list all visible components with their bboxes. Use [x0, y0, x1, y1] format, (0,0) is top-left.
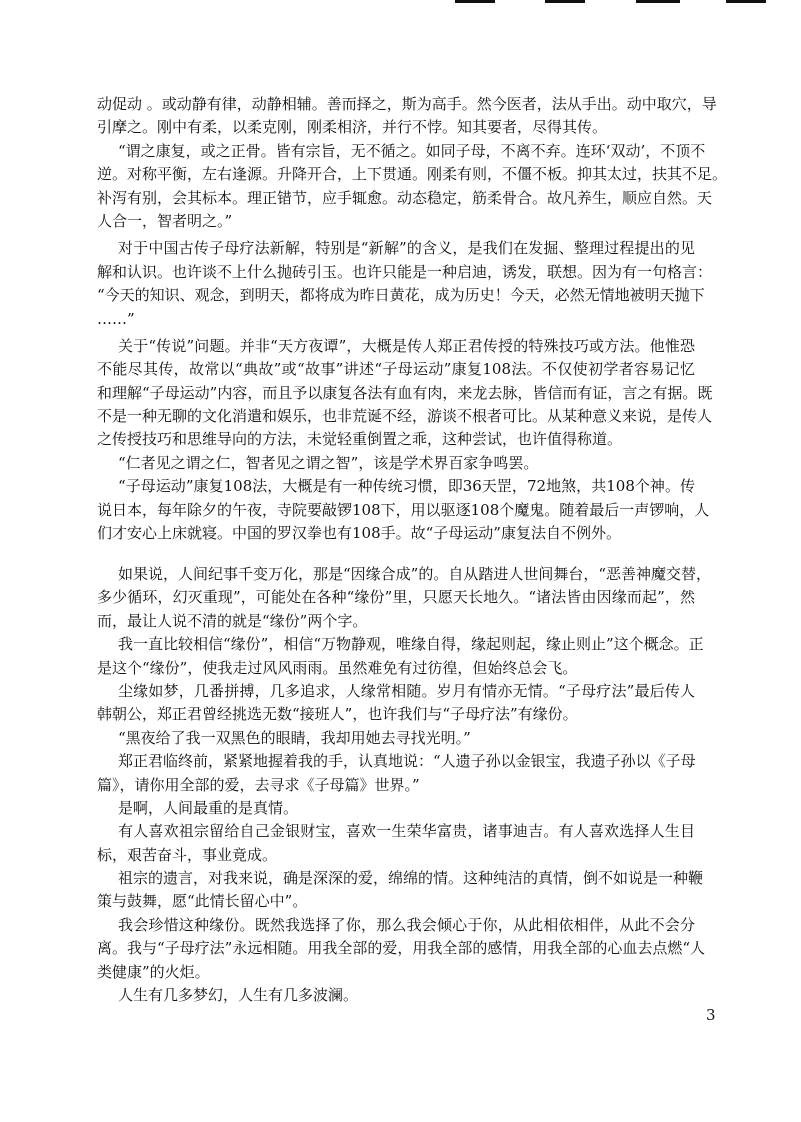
- text-line: 尘缘如梦，几番拼搏，几多追求，人缘常相随。岁月有情亦无情。“子母疗法”最后传人: [118, 681, 695, 700]
- text-line: 关于“传说”问题。并非“天方夜谭”，大概是传人郑正君传授的特殊技巧或方法。他惟恐: [118, 336, 695, 355]
- text-line: 我一直比较相信“缘份”，相信“万物静观，唯缘自得，缘起则起，缘止则止”这个概念。正: [118, 635, 704, 654]
- paragraph: [97, 140, 728, 234]
- text-line: “谓之康复，或之正骨。皆有宗旨，无不循之。如同子母，不离不弃。连环‘双动’，不顶不: [118, 141, 706, 160]
- text-line: 和理解“子母运动”内容，而且予以康复各法有血有肉，来龙去脉，皆信而有证，言之有据。既: [97, 383, 713, 402]
- text-line: 说日本，每年除夕的午夜，寺院要敲锣108下，用以驱逐108个魔鬼。随着最后一声锣响，人: [97, 500, 710, 519]
- text-line: 不是一种无聊的文化消遣和娱乐，也非荒诞不经，游谈不根者可比。从某种意义来说，是传人: [97, 407, 713, 426]
- text-line: 是啊，人间最重的是真情。: [118, 798, 299, 817]
- text-line: 策与鼓舞，愿“此情长留心中”。: [97, 892, 308, 911]
- text-line: 离。我与“子母疗法”永远相随。用我全部的爱，用我全部的感情，用我全部的心血去点燃“人: [97, 939, 706, 958]
- paragraph: [97, 335, 713, 452]
- text-line: 人合一，智者明之。”: [97, 211, 233, 230]
- text-line: 类健康”的火炬。: [97, 962, 210, 981]
- text-line: 祖宗的遗言，对我来说，确是深深的爱，绵绵的情。这种纯洁的真情，倒不如说是一种鞭: [118, 869, 704, 888]
- body-section-2: [97, 563, 712, 1007]
- text-line: 我会珍惜这种缘份。既然我选择了你，那么我会倾心于你，从此相依相伴，从此不会分: [118, 915, 695, 934]
- scan-artifact-line: [545, 0, 585, 3]
- paragraph: [97, 633, 704, 680]
- text-line: “黑夜给了我一双黑色的眼睛，我却用她去寻找光明。”: [118, 728, 471, 747]
- paragraph: [97, 563, 712, 633]
- text-line: 而，最让人说不清的就是“缘份”两个字。: [97, 611, 368, 630]
- paragraph: [97, 93, 717, 140]
- text-line: 如果说，人间纪事千变万化，那是“因缘合成”的。自从踏进人世间舞台，“恶善神魔交替，: [118, 565, 712, 583]
- paragraph: [97, 680, 695, 727]
- paragraph: [97, 237, 713, 331]
- text-line: 逆。对称平衡，左右逢源。升降开合，上下贯通。刚柔有则，不僵不板。抑其太过，扶其不足。: [97, 165, 728, 184]
- paragraph: [97, 452, 695, 475]
- text-line: 是这个“缘份”，使我走过风风雨雨。虽然难免有过彷徨，但始终总会飞。: [97, 658, 578, 677]
- text-line: “今天的知识、观念，到明天，都将成为昨日黄花，成为历史！今天，必然无情地被明天抛下: [97, 286, 705, 305]
- paragraph: [97, 867, 704, 914]
- text-line: 韩朝公，郑正君曾经挑选无数“接班人”，也许我们与“子母疗法”有缘份。: [97, 705, 578, 724]
- paragraph: [97, 984, 695, 1007]
- text-line: 之传授技巧和思维导向的方法，未觉轻重倒置之乖，这种尝试，也许值得称道。: [97, 430, 623, 449]
- text-line: 们才安心上床就寝。中国的罗汉拳也有108手。故“子母运动”康复法自不例外。: [97, 524, 621, 543]
- paragraph: [97, 797, 695, 820]
- text-line: “仁者见之谓之仁，智者见之谓之智”，该是学术界百家争鸣罢。: [118, 453, 539, 472]
- text-line: 人生有几多梦幻，人生有几多波澜。: [118, 986, 359, 1005]
- text-line: 多少循环，幻灭重现”，可能处在各种“缘份”里，只愿天长地久。“诸法皆由因缘而起”，然: [97, 588, 695, 607]
- body-section-1: [97, 93, 728, 545]
- text-line: 动促动 。或动静有律，动静相辅。善而择之，斯为高手。然今医者，法从手出。动中取穴，导: [97, 95, 717, 113]
- text-line: “子母运动”康复108法，大概是有一种传统习惯，即36天罡，72地煞，共108个神。传: [118, 477, 695, 496]
- scan-artifact-line: [455, 0, 495, 3]
- text-line: 有人喜欢祖宗留给自己金银财宝，喜欢一生荣华富贵，诸事迪吉。有人喜欢选择人生目: [118, 822, 695, 841]
- text-line: ……”: [97, 309, 135, 328]
- text-line: 补泻有别，会其标本。理正错节，应手辄愈。动态稳定，筋柔骨合。故凡养生，顺应自然。天: [97, 188, 713, 207]
- scan-artifact-line: [636, 0, 680, 3]
- scan-artifact-line: [726, 0, 766, 3]
- text-line: 解和认识。也许谈不上什么抛砖引玉。也许只能是一种启迪，诱发，联想。因为有一句格言：: [97, 262, 713, 281]
- paragraph: [97, 914, 706, 984]
- paragraph: [97, 727, 695, 750]
- page-number: 3: [706, 1006, 716, 1024]
- text-line: 对于中国古传子母疗法新解，特别是“新解”的含义，是我们在发掘、整理过程提出的见: [118, 239, 695, 258]
- paragraph: [97, 820, 695, 867]
- paragraph: [97, 750, 695, 797]
- text-line: 郑正君临终前，紧紧地握着我的手，认真地说：“人遗子孙以金银宝，我遗子孙以《子母: [118, 752, 696, 771]
- text-line: 不能尽其传，故常以“典故”或“故事”讲述“子母运动”康复108法。不仅使初学者容易记忆: [97, 360, 695, 379]
- paragraph: [97, 475, 710, 545]
- text-line: 标，艰苦奋斗，事业竟成。: [97, 845, 278, 864]
- text-line: 引摩之。刚中有柔，以柔克刚，刚柔相济，并行不悖。知其要者，尽得其传。: [97, 118, 608, 137]
- text-line: 篇》，请你用全部的爱，去寻求《子母篇》世界。”: [97, 775, 420, 794]
